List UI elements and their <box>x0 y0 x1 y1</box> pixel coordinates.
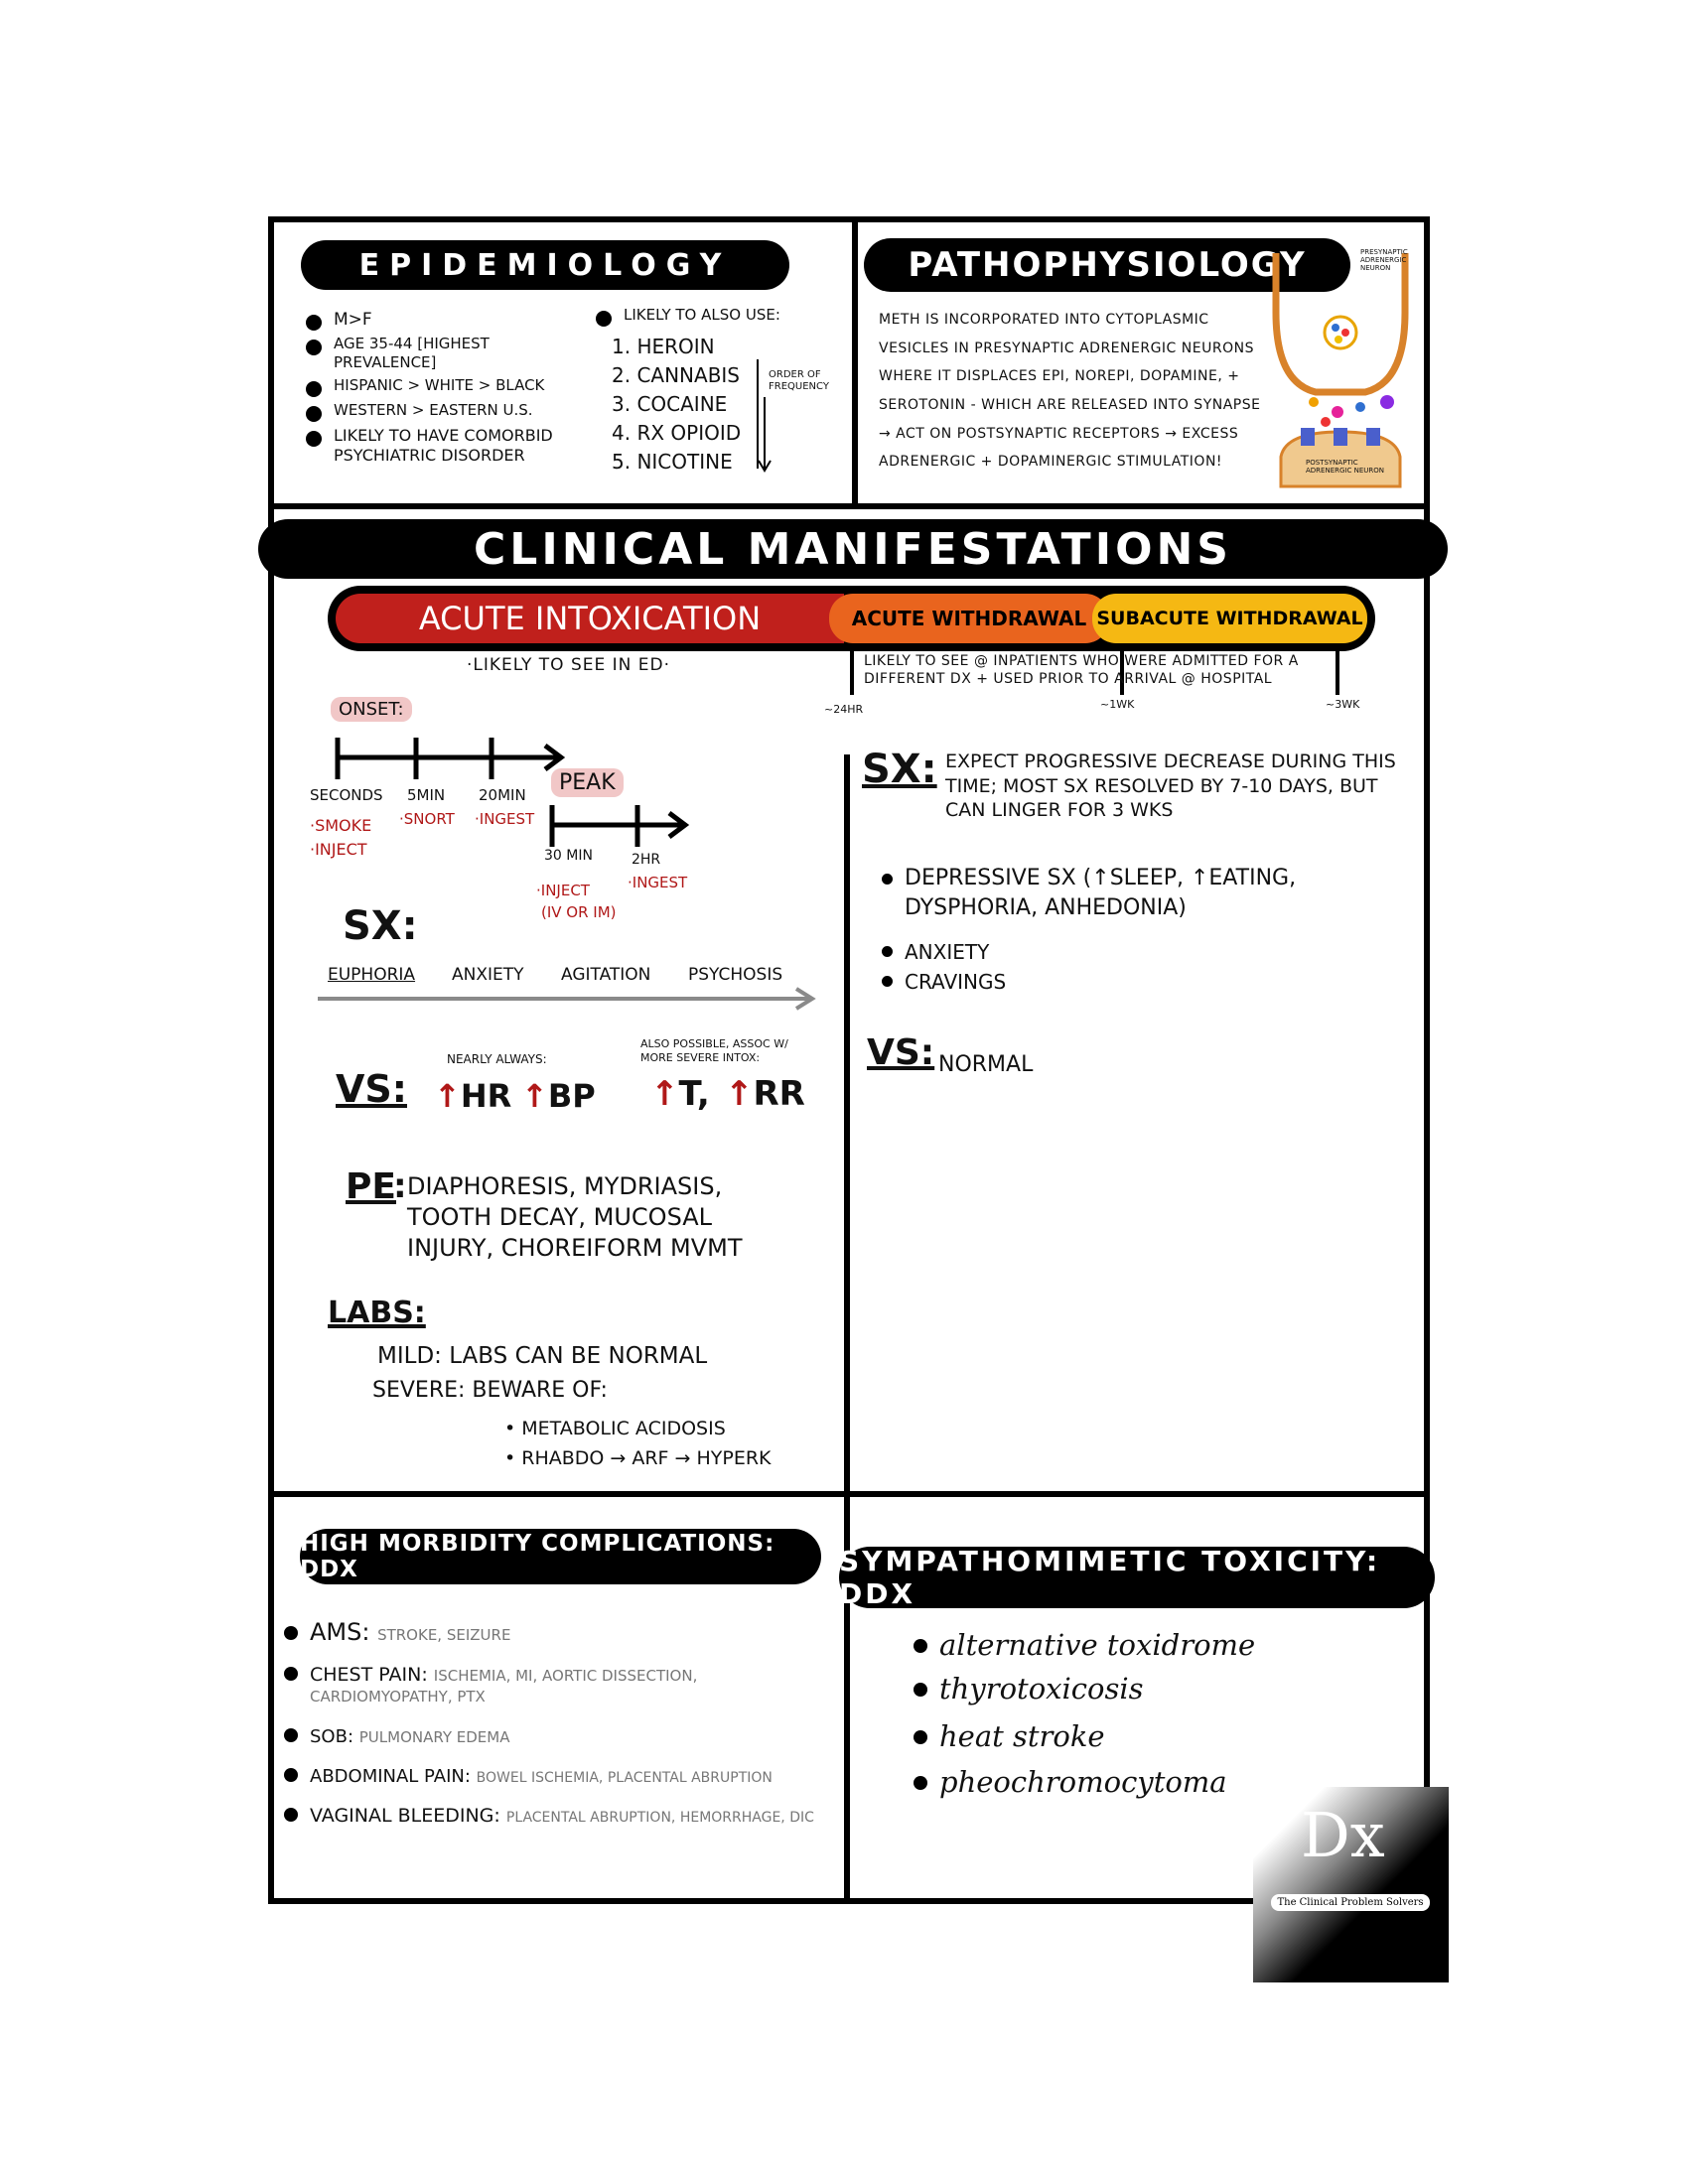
labs-severe: SEVERE: BEWARE OF: <box>372 1378 608 1403</box>
dx-logo-caption: The Clinical Problem Solvers <box>1271 1894 1430 1911</box>
pe-label: PE <box>346 1166 396 1207</box>
bullet-icon <box>882 976 893 987</box>
severity-arrow-icon <box>318 986 819 1012</box>
epidemiology-title: EPIDEMIOLOGY <box>301 240 789 290</box>
bullet-icon <box>284 1667 298 1681</box>
list-item: 5. NICOTINE <box>612 450 733 474</box>
bullet-icon <box>306 340 322 355</box>
onset-time-5min: 5MIN <box>407 786 446 804</box>
tick-1wk-label: ~1WK <box>1100 698 1135 711</box>
withdrawal-vs-label: VS: <box>867 1032 935 1073</box>
bullet-icon <box>914 1639 927 1653</box>
list-item: M>F <box>306 310 584 331</box>
peak-route-iv-im: (IV OR IM) <box>541 903 617 921</box>
onset-route-snort: ·SNORT <box>399 810 455 828</box>
acute-sx-label: SX: <box>343 903 418 949</box>
top-divider <box>852 216 858 509</box>
bullet-icon <box>284 1808 298 1822</box>
bullet-icon <box>306 315 322 331</box>
order-arrow-icon <box>755 397 774 477</box>
sympathomimetic-title: SYMPATHOMIMETIC TOXICITY: DDX <box>839 1547 1435 1608</box>
withdrawal-vs-value: NORMAL <box>938 1052 1034 1077</box>
bullet-icon <box>306 431 322 447</box>
arrow-up-icon: ↑ <box>434 1077 461 1115</box>
labs-items <box>504 1414 772 1474</box>
list-item: heat stroke <box>914 1719 1291 1753</box>
list-item: CRAVINGS <box>882 970 1398 994</box>
peak-timeline <box>548 799 692 854</box>
synapse-diagram <box>1266 243 1415 491</box>
complications-title: HIGH MORBIDITY COMPLICATIONS: DDX <box>300 1529 821 1584</box>
list-item: DEPRESSIVE SX (↑SLEEP, ↑EATING, DYSPHORIA, ANHEDONIA) <box>882 864 1398 922</box>
sympathomimetic-list <box>914 1628 1291 1799</box>
phase-acute-withdrawal: ACUTE WITHDRAWAL <box>829 594 1109 643</box>
withdrawal-items <box>882 864 1398 994</box>
list-item: 4. RX OPIOID <box>612 421 742 445</box>
bullet-icon <box>306 406 322 422</box>
onset-time-20min: 20MIN <box>479 786 526 804</box>
bullet-icon <box>284 1626 298 1640</box>
dx-logo <box>1253 1787 1449 1982</box>
list-item: ANXIETY <box>882 940 1398 964</box>
bullet-icon <box>284 1768 298 1782</box>
list-item: SOB: PULMONARY EDEMA <box>284 1723 840 1747</box>
acute-sx-agitation: AGITATION <box>561 965 651 985</box>
peak-time-2hr: 2HR <box>632 852 661 868</box>
peak-route-inject: ·INJECT <box>536 882 590 899</box>
list-item: AGE 35-44 [HIGHEST PREVALENCE] <box>306 335 584 372</box>
arrow-up-icon: ↑ <box>650 1074 679 1114</box>
list-item: AMS: STROKE, SEIZURE <box>284 1618 840 1646</box>
phase-acute: ACUTE INTOXICATION <box>336 594 844 643</box>
onset-timeline <box>333 730 571 789</box>
list-item: CHEST PAIN: ISCHEMIA, MI, AORTIC DISSECTION, CARDIOMYOPATHY, PTX <box>284 1662 840 1707</box>
peak-route-ingest: ·INGEST <box>628 874 688 891</box>
list-item: 2. CANNABIS <box>612 363 741 387</box>
mid-divider <box>844 754 850 1904</box>
arrow-up-icon: ↑ <box>521 1077 548 1115</box>
likely-ed-label: ·LIKELY TO SEE IN ED· <box>467 655 670 675</box>
list-item: ABDOMINAL PAIN: BOWEL ISCHEMIA, PLACENTAL ABRUPTION <box>284 1763 840 1787</box>
list-item: VAGINAL BLEEDING: PLACENTAL ABRUPTION, HEMORRHAGE, DIC <box>284 1803 840 1829</box>
epidemiology-left-list <box>306 310 584 466</box>
likely-inpatient-label: LIKELY TO SEE @ INPATIENTS WHO WERE ADMITTED FOR A DIFFERENT DX + USED PRIOR TO ARRIVAL @ HOSPITAL <box>864 653 1299 688</box>
presynaptic-label: PRESYNAPTIC ADRENERGIC NEURON <box>1360 248 1408 273</box>
vs-temp: ↑T, <box>650 1074 710 1114</box>
onset-route-inject: ·INJECT <box>310 840 367 859</box>
bullet-icon <box>596 311 612 327</box>
pe-colon: : <box>393 1166 407 1206</box>
list-item: • RHABDO → ARF → HYPERK <box>504 1447 772 1470</box>
clinical-title: CLINICAL MANIFESTATIONS <box>258 519 1448 579</box>
pe-text: DIAPHORESIS, MYDRIASIS, TOOTH DECAY, MUCOSAL INJURY, CHOREIFORM MVMT <box>407 1172 743 1263</box>
list-item: thyrotoxicosis <box>914 1672 1291 1706</box>
list-item: WESTERN > EASTERN U.S. <box>306 401 584 422</box>
onset-time-seconds: SECONDS <box>310 786 383 804</box>
withdrawal-sx-text: EXPECT PROGRESSIVE DECREASE DURING THIS TIME; MOST SX RESOLVED BY 7-10 DAYS, BUT CAN LINGER FOR 3 WKS <box>945 751 1396 822</box>
acute-vs-label: VS: <box>336 1067 407 1111</box>
tick-24hr-label: ~24HR <box>824 703 864 716</box>
labs-mild: MILD: LABS CAN BE NORMAL <box>377 1343 708 1369</box>
list-item: 1. HEROIN <box>612 335 715 358</box>
postsynaptic-label: POSTSYNAPTIC ADRENERGIC NEURON <box>1306 459 1384 476</box>
order-label: ORDER OF FREQUENCY <box>769 369 829 392</box>
onset-route-ingest: ·INGEST <box>475 810 535 828</box>
pathophysiology-text: METH IS INCORPORATED INTO CYTOPLASMIC VESICLES IN PRESYNAPTIC ADRENERGIC NEURONS WHERE IT DISPLACES EPI, NOREPI, DOPAMINE, + SEROTONIN - WHICH ARE RELEASED INTO SYNAPSE → ACT ON POSTSYNAPTIC RECEPTORS → EXCESS ADRENERGIC + DOPAMINERGIC STIMULATION! <box>879 312 1261 471</box>
phase-subacute-withdrawal: SUBACUTE WITHDRAWAL <box>1092 594 1367 643</box>
vs-hr: ↑HR <box>434 1077 512 1115</box>
vs-nearly-label: NEARLY ALWAYS: <box>447 1052 547 1066</box>
bullet-icon <box>914 1730 927 1744</box>
pathophysiology-title: PATHOPHYSIOLOGY <box>864 238 1350 292</box>
list-item: HISPANIC > WHITE > BLACK <box>306 376 584 397</box>
peak-label: PEAK <box>551 768 624 797</box>
bullet-icon <box>914 1683 927 1697</box>
bullet-icon <box>914 1776 927 1790</box>
vs-possible-label: ALSO POSSIBLE, ASSOC W/ MORE SEVERE INTOX: <box>640 1037 788 1064</box>
also-use-list <box>612 333 834 477</box>
bullet-icon <box>882 946 893 957</box>
list-item: • METABOLIC ACIDOSIS <box>504 1418 726 1439</box>
tick-3wk-line <box>1336 645 1339 695</box>
onset-route-smoke: ·SMOKE <box>310 816 372 835</box>
labs-label: LABS: <box>328 1296 426 1330</box>
vs-rr: ↑RR <box>725 1074 805 1114</box>
peak-time-30min: 30 MIN <box>544 848 593 864</box>
list-item: LIKELY TO HAVE COMORBID PSYCHIATRIC DISORDER <box>306 426 584 466</box>
bullet-icon <box>284 1728 298 1742</box>
acute-sx-anxiety: ANXIETY <box>452 965 524 985</box>
tick-24hr-line <box>850 645 854 695</box>
bullet-icon <box>306 381 322 397</box>
bottom-divider <box>268 1491 1430 1497</box>
acute-sx-euphoria: EUPHORIA <box>328 965 416 985</box>
vs-bp: ↑BP <box>521 1077 596 1115</box>
list-item: 3. COCAINE <box>612 392 728 416</box>
dx-logo-mark: Dx <box>1301 1799 1385 1871</box>
acute-sx-psychosis: PSYCHOSIS <box>688 965 783 985</box>
also-use-label-row: LIKELY TO ALSO USE: <box>596 306 834 327</box>
list-item: pheochromocytoma <box>914 1765 1291 1799</box>
bullet-icon <box>882 874 893 885</box>
list-item: alternative toxidrome <box>914 1628 1291 1662</box>
complications-list <box>284 1618 840 1829</box>
tick-3wk-label: ~3WK <box>1326 698 1360 711</box>
onset-label: ONSET: <box>331 697 412 722</box>
withdrawal-sx-label: SX: <box>862 747 937 792</box>
arrow-up-icon: ↑ <box>725 1074 754 1114</box>
